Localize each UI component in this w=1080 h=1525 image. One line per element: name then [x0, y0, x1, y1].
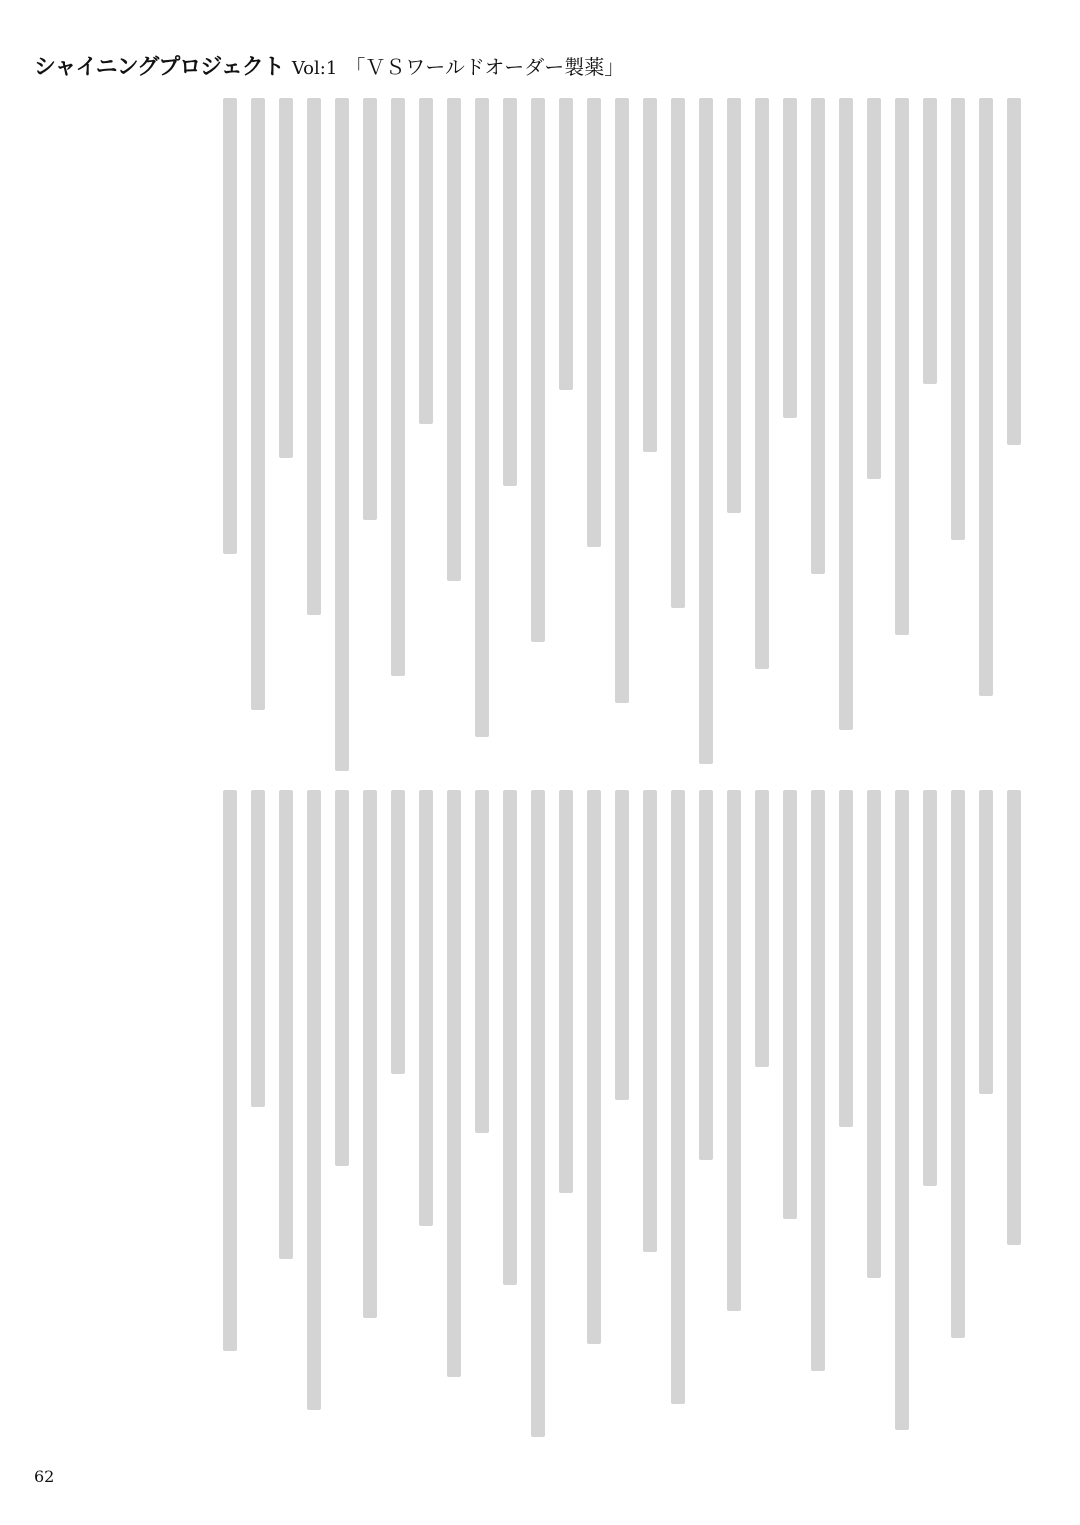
text-column-placeholder	[471, 98, 493, 778]
text-column-placeholder	[667, 790, 689, 1450]
text-column-placeholder	[275, 98, 297, 778]
text-column-placeholder	[359, 790, 381, 1450]
page-number: 62	[34, 1467, 55, 1486]
text-column-placeholder	[891, 98, 913, 778]
text-column-placeholder	[555, 98, 577, 778]
text-column-placeholder	[779, 790, 801, 1450]
text-column-placeholder	[583, 98, 605, 778]
text-column-placeholder	[527, 98, 549, 778]
text-column-placeholder	[583, 790, 605, 1450]
text-column-placeholder	[639, 98, 661, 778]
text-column-placeholder	[527, 790, 549, 1450]
text-column-placeholder	[751, 98, 773, 778]
text-column-placeholder	[919, 98, 941, 778]
text-column-placeholder	[247, 98, 269, 778]
text-column-placeholder	[947, 790, 969, 1450]
text-column-placeholder	[695, 790, 717, 1450]
text-column-placeholder	[303, 98, 325, 778]
volume-label: Vol:1	[291, 58, 338, 79]
body-text-lower-block	[60, 790, 1025, 1450]
body-text-upper-block	[60, 98, 1025, 778]
text-column-placeholder	[275, 790, 297, 1450]
text-column-placeholder	[611, 98, 633, 778]
text-column-placeholder	[891, 790, 913, 1450]
text-column-placeholder	[695, 98, 717, 778]
running-header	[34, 50, 624, 81]
text-column-placeholder	[499, 790, 521, 1450]
text-column-placeholder	[611, 790, 633, 1450]
text-column-placeholder	[471, 790, 493, 1450]
text-column-placeholder	[723, 790, 745, 1450]
text-column-placeholder	[415, 790, 437, 1450]
text-column-placeholder	[387, 790, 409, 1450]
text-column-placeholder	[863, 98, 885, 778]
text-column-placeholder	[751, 790, 773, 1450]
text-column-placeholder	[247, 790, 269, 1450]
chapter-subtitle: 「ＶＳワールドオーダー製薬」	[345, 55, 625, 79]
text-column-placeholder	[667, 98, 689, 778]
text-column-placeholder	[975, 98, 997, 778]
text-column-placeholder	[807, 790, 829, 1450]
text-column-placeholder	[723, 98, 745, 778]
text-column-placeholder	[443, 790, 465, 1450]
text-column-placeholder	[359, 98, 381, 778]
text-column-placeholder	[443, 98, 465, 778]
text-column-placeholder	[1003, 98, 1025, 778]
text-column-placeholder	[331, 790, 353, 1450]
text-column-placeholder	[863, 790, 885, 1450]
text-column-placeholder	[975, 790, 997, 1450]
text-column-placeholder	[555, 790, 577, 1450]
text-column-placeholder	[415, 98, 437, 778]
text-column-placeholder	[303, 790, 325, 1450]
text-column-placeholder	[835, 790, 857, 1450]
text-column-placeholder	[639, 790, 661, 1450]
text-column-placeholder	[219, 98, 241, 778]
text-column-placeholder	[835, 98, 857, 778]
text-column-placeholder	[779, 98, 801, 778]
text-column-placeholder	[387, 98, 409, 778]
text-column-placeholder	[499, 98, 521, 778]
text-column-placeholder	[919, 790, 941, 1450]
text-column-placeholder	[219, 790, 241, 1450]
text-column-placeholder	[1003, 790, 1025, 1450]
text-column-placeholder	[807, 98, 829, 778]
series-title: シャイニングプロジェクト	[34, 55, 284, 80]
text-column-placeholder	[947, 98, 969, 778]
text-column-placeholder	[331, 98, 353, 778]
